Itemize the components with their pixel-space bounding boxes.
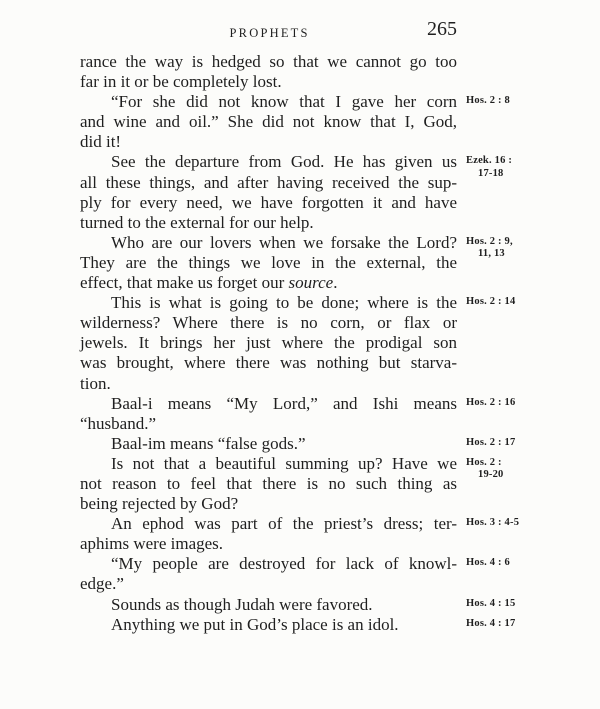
text-line: rance the way is hedged so that we cannot go too: [80, 52, 457, 71]
margin-note-line: Hos. 4 : 6: [466, 557, 510, 569]
text-line: Sounds as though Judah were favored.: [111, 594, 373, 614]
margin-note: [466, 95, 600, 108]
margin-note-line: 11, 13: [478, 248, 505, 260]
paragraph: [80, 293, 516, 393]
text-line: aphims were images.: [80, 534, 224, 554]
margin-note: [466, 155, 600, 180]
margin-note-line: Hos. 2 : 9,: [466, 235, 513, 247]
text-line: being rejected by God?: [80, 494, 239, 514]
running-header-title: PROPHETS: [229, 26, 310, 40]
margin-note-line: Ezek. 16 :: [466, 155, 513, 167]
margin-note-line: Hos. 4 : 17: [466, 617, 516, 629]
text-line: tion.: [80, 373, 111, 393]
margin-note-line: Hos. 2 :: [466, 456, 502, 468]
text-line: An ephod was part of the priest’s dress; ter-: [111, 514, 457, 534]
margin-note-line: 17-18: [478, 167, 504, 179]
paragraph: [80, 554, 510, 594]
paragraph: [80, 433, 516, 454]
text-line: all these things, and after having received the sup-: [80, 172, 457, 192]
text-line: ply for every need, we have forgotten it and have: [80, 192, 457, 212]
margin-note: [466, 437, 600, 450]
text-line: Anything we put in God’s place is an idol.: [111, 614, 399, 634]
margin-note: [466, 598, 600, 611]
paragraph: [80, 152, 513, 232]
margin-note-line: Hos. 3 : 4-5: [466, 517, 520, 529]
margin-note: [466, 517, 600, 530]
paragraph: [80, 393, 516, 434]
text-line: not reason to feel that there is no such thing as: [80, 473, 457, 493]
margin-note: [466, 296, 600, 309]
paragraph: [80, 52, 457, 92]
text-line: far in it or be completely lost.: [80, 72, 282, 92]
text-line: effect, that make us forget our source.: [80, 273, 338, 293]
page-body: [80, 52, 520, 635]
text-line: wilderness? Where there is no corn, or flax or: [80, 313, 457, 333]
text-line: This is what is going to be done; where is the: [111, 293, 457, 313]
text-line: and wine and oil.” She did not know that I, God,: [80, 112, 457, 132]
margin-note-line: Hos. 2 : 8: [466, 95, 510, 107]
margin-note: [466, 618, 600, 631]
margin-note: [466, 236, 600, 261]
margin-note-line: Hos. 2 : 16: [466, 396, 516, 408]
text-line: Is not that a beautiful summing up? Have we: [111, 453, 457, 473]
text-line: turned to the external for our help.: [80, 212, 314, 232]
paragraph: [80, 514, 520, 554]
text-line: was brought, where there was nothing but starva-: [80, 353, 457, 373]
margin-note-line: Hos. 2 : 17: [466, 436, 516, 448]
text-line: did it!: [80, 132, 122, 152]
paragraph: [80, 92, 510, 152]
text-line: Baal-im means “false gods.”: [111, 433, 306, 453]
text-line: See the departure from God. He has given us: [111, 152, 457, 172]
text-line: Who are our lovers when we forsake the Lord?: [111, 232, 457, 252]
paragraph: [80, 232, 513, 293]
text-line: “husband.”: [80, 413, 157, 433]
paragraph: [80, 614, 516, 635]
paragraph: [80, 594, 516, 615]
text-line: “For she did not know that I gave her corn: [111, 92, 457, 112]
margin-note-line: Hos. 4 : 15: [466, 597, 516, 609]
margin-note: [466, 557, 600, 570]
text-line: edge.”: [80, 574, 124, 594]
margin-note: [466, 457, 600, 482]
paragraph: [80, 453, 504, 514]
page-number: 265: [427, 18, 457, 40]
text-line: jewels. It brings her just where the prodigal son: [80, 333, 457, 353]
margin-note-line: Hos. 2 : 14: [466, 296, 516, 308]
margin-note: [466, 397, 600, 410]
margin-note-line: 19-20: [478, 469, 504, 481]
text-line: Baal-i means “My Lord,” and Ishi means: [111, 393, 457, 413]
text-line: “My people are destroyed for lack of knowl-: [111, 554, 457, 574]
text-line: They are the things we love in the external, the: [80, 252, 457, 272]
